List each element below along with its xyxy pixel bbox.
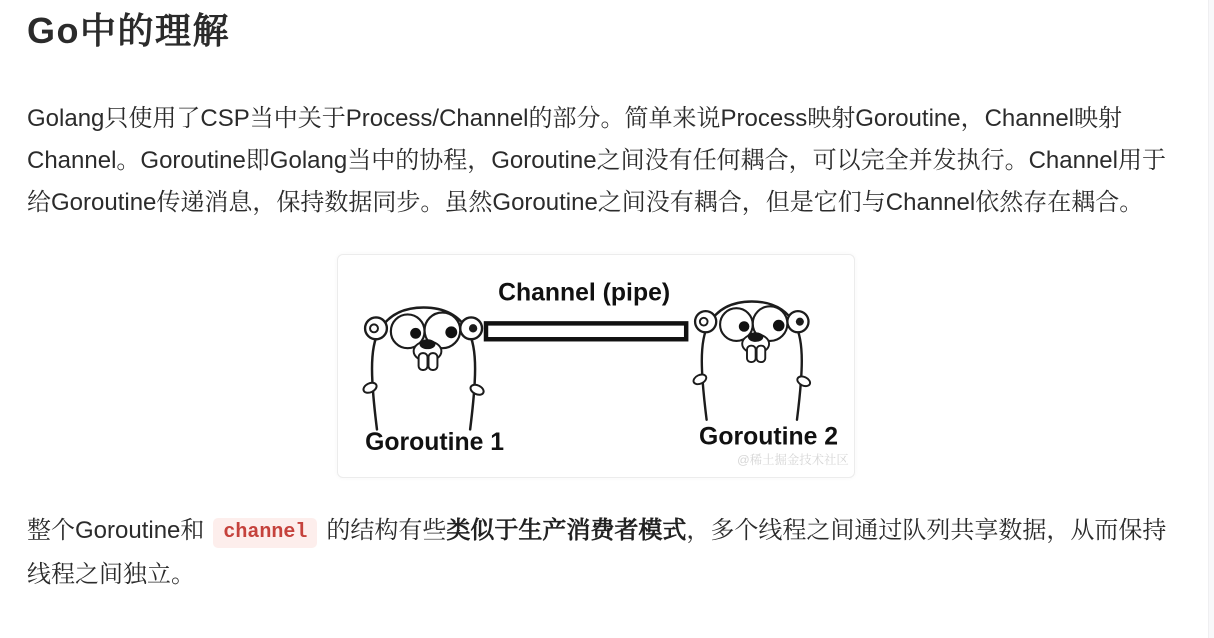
summary-text-mid: 的结构有些	[326, 517, 447, 544]
summary-text-end: ，多个线程之间通过队列共享数据，从而保持线程之间独立。	[27, 517, 1167, 588]
channel-pipe-shape	[486, 323, 686, 339]
summary-bold-text: 类似于生产消费者模式	[446, 517, 687, 544]
diagram-title: Channel (pipe)	[498, 279, 671, 307]
goroutine-1-label: Goroutine 1	[365, 429, 505, 457]
gopher-2-illustration	[692, 301, 812, 419]
gopher-1-illustration	[362, 308, 485, 430]
community-watermark: @稀土掘金技术社区	[737, 453, 849, 468]
paragraph-summary	[27, 510, 1167, 596]
page-right-divider	[1208, 0, 1214, 638]
section-heading: Go中的理解	[27, 10, 230, 51]
diagram-svg	[338, 255, 854, 477]
goroutine-channel-diagram-image	[337, 254, 855, 478]
article-page	[0, 8, 1207, 638]
goroutine-2-label: Goroutine 2	[699, 423, 839, 451]
paragraph-intro: Golang只使用了CSP当中关于Process/Channel的部分。简单来说Process映射Goroutine，Channel映射Channel。Goroutine即Golang当中的协程，Goroutine之间没有任何耦合，可以完全并发执行。Channel用于给Goroutine传递消息，保持数据同步。虽然Goroutine之间没有耦合，但是它们与Channel依然存在耦合。	[27, 105, 1166, 216]
summary-text-start: 整个Goroutine和	[27, 517, 205, 544]
inline-code-channel: channel	[213, 518, 317, 548]
